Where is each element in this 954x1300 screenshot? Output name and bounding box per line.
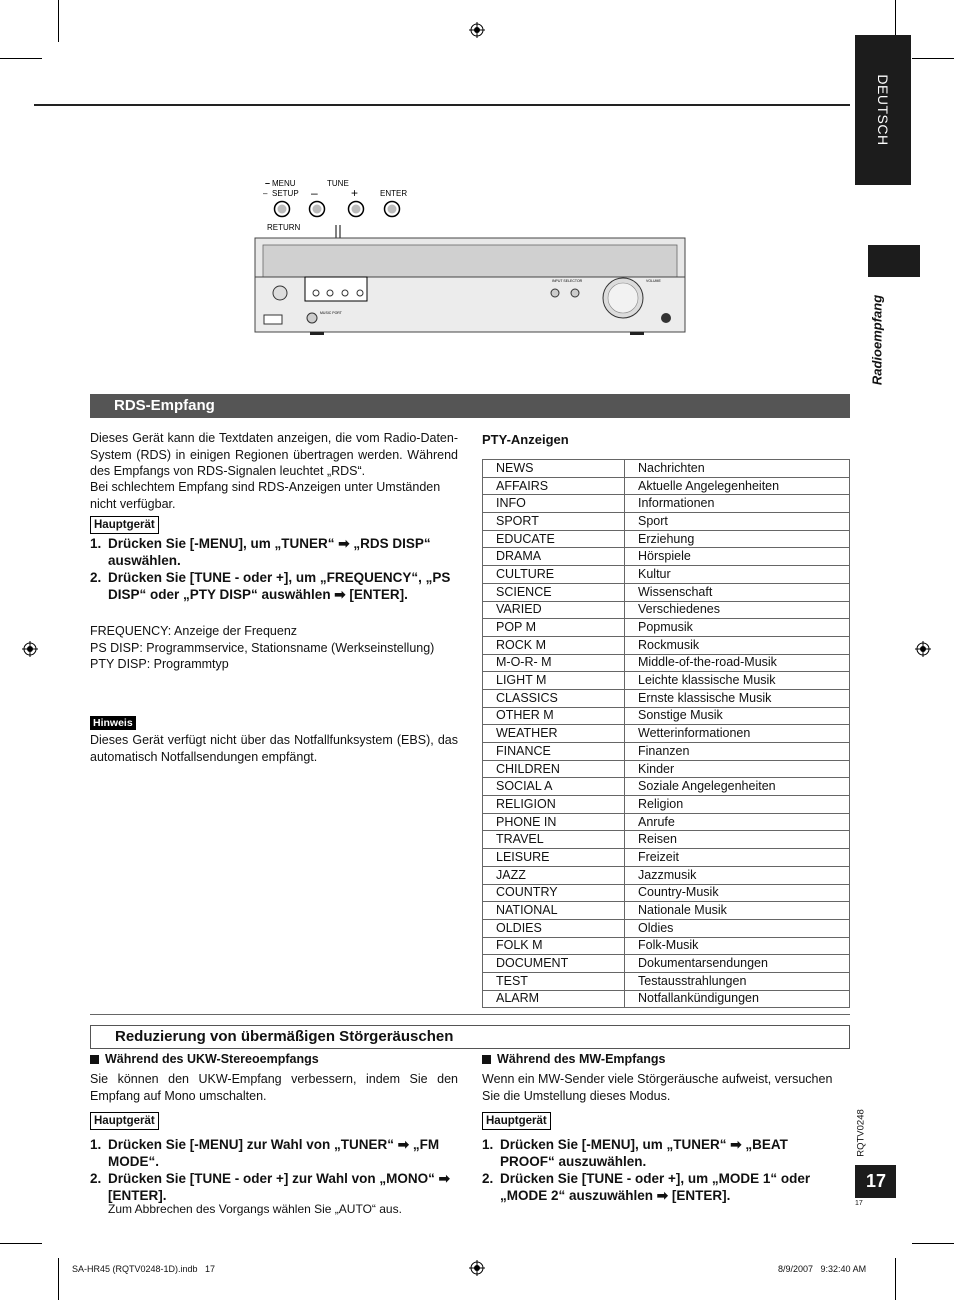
- pty-description: Wissenschaft: [625, 583, 850, 601]
- table-row: [483, 831, 850, 849]
- table-row: [483, 689, 850, 707]
- table-row: [483, 566, 850, 584]
- table-row: [483, 619, 850, 637]
- pty-description: Popmusik: [625, 619, 850, 637]
- pty-code: DRAMA: [483, 548, 625, 566]
- table-row: [483, 796, 850, 814]
- table-row: [483, 636, 850, 654]
- pty-code: TRAVEL: [483, 831, 625, 849]
- pty-description: Reisen: [625, 831, 850, 849]
- noise-section-heading: Reduzierung von übermäßigen Störgeräuschen: [90, 1025, 850, 1049]
- rds-steps: [90, 535, 465, 603]
- pty-code: LEISURE: [483, 849, 625, 867]
- table-row: [483, 955, 850, 973]
- pty-code: EDUCATE: [483, 530, 625, 548]
- section-label: Radioempfang: [869, 294, 885, 386]
- page-number-small: 17: [855, 1200, 863, 1207]
- fm-text: Sie können den UKW-Empfang verbessern, indem Sie den Empfang auf Mono umschalten.: [90, 1072, 458, 1103]
- crop-mark: [0, 1243, 42, 1244]
- pty-code: ROCK M: [483, 636, 625, 654]
- fm-step-1: 1. Drücken Sie [-MENU] zur Wahl von „TUNER“ ➡ „FM MODE“.: [90, 1137, 440, 1169]
- table-row: [483, 902, 850, 920]
- table-row: [483, 601, 850, 619]
- pty-code: CULTURE: [483, 566, 625, 584]
- pty-description: Kinder: [625, 760, 850, 778]
- note-text: Dieses Gerät verfügt nicht über das Notfallfunksystem (EBS), das automatisch Notfallsendungen empfängt.: [90, 733, 458, 764]
- pty-description: Aktuelle Angelegenheiten: [625, 477, 850, 495]
- pty-code: CLASSICS: [483, 689, 625, 707]
- language-tab-label: DEUTSCH: [875, 74, 891, 146]
- return-label: RETURN: [267, 223, 301, 232]
- crop-mark: [58, 1258, 59, 1300]
- tune-label: TUNE: [327, 179, 349, 188]
- table-row: [483, 972, 850, 990]
- pty-description: Anrufe: [625, 813, 850, 831]
- square-bullet-icon: [482, 1055, 491, 1064]
- fm-main-unit-label: Hauptgerät: [90, 1112, 159, 1130]
- pty-code: VARIED: [483, 601, 625, 619]
- pty-description: Religion: [625, 796, 850, 814]
- footer-date: 8/9/2007 9:32:40 AM: [778, 1264, 867, 1274]
- pty-description: Leichte klassische Musik: [625, 672, 850, 690]
- crop-mark: [912, 1243, 954, 1244]
- pty-code: SOCIAL A: [483, 778, 625, 796]
- pty-description: Oldies: [625, 919, 850, 937]
- table-row: [483, 477, 850, 495]
- pty-code: INFO: [483, 495, 625, 513]
- pty-description: Country-Musik: [625, 884, 850, 902]
- pty-code: SPORT: [483, 513, 625, 531]
- table-row: [483, 707, 850, 725]
- pty-description: Notfallankündigungen: [625, 990, 850, 1008]
- pty-description: Jazzmusik: [625, 866, 850, 884]
- table-row: [483, 513, 850, 531]
- language-tab: [855, 35, 911, 185]
- setup-label: SETUP: [272, 189, 299, 198]
- rds-step-2: 2. Drücken Sie [TUNE - oder +], um „FREQUENCY“, „PS DISP“ oder „PTY DISP“ auswählen ➡ [ENTER].: [90, 570, 451, 602]
- pty-description: Sonstige Musik: [625, 707, 850, 725]
- enter-label: ENTER: [380, 189, 408, 198]
- rds-step-1: 1. Drücken Sie [-MENU], um „TUNER“ ➡ „RDS DISP“ auswählen.: [90, 536, 431, 568]
- pty-code: FOLK M: [483, 937, 625, 955]
- rds-intro-1: Dieses Gerät kann die Textdaten anzeigen, die vom Radio-Daten-System (RDS) in einigen Regionen übertragen werden. Während des Empfangs von RDS-Signalen leuchtet „RDS“.: [90, 431, 458, 478]
- pty-description: Middle-of-the-road-Musik: [625, 654, 850, 672]
- table-row: [483, 849, 850, 867]
- receiver-front-panel-illustration: [250, 175, 690, 335]
- square-bullet-icon: [90, 1055, 99, 1064]
- table-row: [483, 654, 850, 672]
- def-pty-disp: PTY DISP: Programmtyp: [90, 657, 229, 671]
- pty-code: LIGHT M: [483, 672, 625, 690]
- table-row: [483, 583, 850, 601]
- pty-code: SCIENCE: [483, 583, 625, 601]
- crop-mark: [58, 0, 59, 42]
- pty-description: Nachrichten: [625, 460, 850, 478]
- mw-heading: Während des MW-Empfangs: [482, 1052, 666, 1066]
- top-rule: [34, 104, 850, 106]
- pty-code: NATIONAL: [483, 902, 625, 920]
- rds-definitions: [90, 623, 470, 673]
- pty-description: Kultur: [625, 566, 850, 584]
- pty-code: M-O-R- M: [483, 654, 625, 672]
- pty-code: NEWS: [483, 460, 625, 478]
- table-row: [483, 937, 850, 955]
- fm-step-2: 2. Drücken Sie [TUNE - oder +] zur Wahl von „MONO“ ➡ [ENTER].: [90, 1171, 450, 1203]
- fm-steps: [90, 1136, 468, 1204]
- pty-code: COUNTRY: [483, 884, 625, 902]
- pty-code: ALARM: [483, 990, 625, 1008]
- mw-steps: [482, 1136, 844, 1204]
- tune-minus-label: –: [311, 186, 318, 200]
- table-row: [483, 990, 850, 1008]
- fm-heading: Während des UKW-Stereoempfangs: [90, 1052, 319, 1066]
- footer-file: SA-HR45 (RQTV0248-1D).indb 17: [72, 1264, 216, 1274]
- def-ps-disp: PS DISP: Programmservice, Stationsname (Werkseinstellung): [90, 640, 435, 655]
- table-row: [483, 725, 850, 743]
- table-row: [483, 866, 850, 884]
- menu-minus-label: –: [265, 178, 271, 188]
- pty-description: Freizeit: [625, 849, 850, 867]
- volume-label: VOLUME: [646, 279, 661, 283]
- registration-mark-icon: [469, 22, 485, 38]
- pty-description: Verschiedenes: [625, 601, 850, 619]
- pty-description: Ernste klassische Musik: [625, 689, 850, 707]
- table-row: [483, 530, 850, 548]
- pty-description: Testausstrahlungen: [625, 972, 850, 990]
- pty-code: AFFAIRS: [483, 477, 625, 495]
- crop-mark: [912, 58, 954, 59]
- table-row: [483, 919, 850, 937]
- rds-intro-2: Bei schlechtem Empfang sind RDS-Anzeigen unter Umständen nicht verfügbar.: [90, 480, 441, 511]
- table-row: [483, 672, 850, 690]
- input-selector-label: INPUT SELECTOR: [552, 279, 583, 283]
- def-frequency: FREQUENCY: Anzeige der Frequenz: [90, 624, 298, 638]
- pty-code: PHONE IN: [483, 813, 625, 831]
- pty-code: OTHER M: [483, 707, 625, 725]
- pty-code: RELIGION: [483, 796, 625, 814]
- pty-code: FINANCE: [483, 743, 625, 761]
- tune-plus-label: +: [351, 186, 359, 200]
- pty-description: Erziehung: [625, 530, 850, 548]
- pty-code: JAZZ: [483, 866, 625, 884]
- pty-description: Wetterinformationen: [625, 725, 850, 743]
- mw-main-unit-label: Hauptgerät: [482, 1112, 551, 1130]
- pty-code: TEST: [483, 972, 625, 990]
- mw-text: Wenn ein MW-Sender viele Störgeräusche aufweist, versuchen Sie die Umstellung dieses Modus.: [482, 1072, 833, 1103]
- table-row: [483, 743, 850, 761]
- registration-mark-icon: [915, 641, 931, 657]
- pty-description: Informationen: [625, 495, 850, 513]
- crop-mark: [0, 58, 42, 59]
- pty-code: WEATHER: [483, 725, 625, 743]
- table-row: [483, 884, 850, 902]
- pty-code: CHILDREN: [483, 760, 625, 778]
- chapter-tab: [868, 245, 920, 277]
- pty-description: Finanzen: [625, 743, 850, 761]
- table-row: [483, 548, 850, 566]
- mw-step-1: 1. Drücken Sie [-MENU], um „TUNER“ ➡ „BEAT PROOF“ auszuwählen.: [482, 1137, 788, 1169]
- rds-section-heading: RDS-Empfang: [90, 394, 850, 418]
- pty-description: Dokumentarsendungen: [625, 955, 850, 973]
- registration-mark-icon: [22, 641, 38, 657]
- section-divider: [90, 1014, 850, 1015]
- main-unit-label: Hauptgerät: [90, 516, 159, 534]
- pty-heading: PTY-Anzeigen: [482, 432, 569, 447]
- pty-description: Nationale Musik: [625, 902, 850, 920]
- crop-mark: [895, 1258, 896, 1300]
- pty-table: [482, 459, 850, 1008]
- mw-step-2: 2. Drücken Sie [TUNE - oder +], um „MODE 1“ oder „MODE 2“ auszuwählen ➡ [ENTER].: [482, 1171, 811, 1203]
- menu-label: MENU: [272, 179, 296, 188]
- menu-minus-label-2: –: [263, 189, 268, 198]
- pty-code: OLDIES: [483, 919, 625, 937]
- pty-description: Hörspiele: [625, 548, 850, 566]
- page-number: 17: [855, 1165, 896, 1198]
- registration-mark-icon: [469, 1260, 485, 1276]
- doc-code: RQTV0248: [855, 1109, 867, 1157]
- note-label: Hinweis: [90, 716, 136, 730]
- pty-description: Soziale Angelegenheiten: [625, 778, 850, 796]
- table-row: [483, 760, 850, 778]
- pty-code: DOCUMENT: [483, 955, 625, 973]
- pty-code: POP M: [483, 619, 625, 637]
- pty-description: Folk-Musik: [625, 937, 850, 955]
- table-row: [483, 495, 850, 513]
- pty-description: Rockmusik: [625, 636, 850, 654]
- table-row: [483, 778, 850, 796]
- fm-cancel-note: Zum Abbrechen des Vorgangs wählen Sie „AUTO“ aus.: [108, 1202, 402, 1216]
- music-port-label: MUSIC PORT: [320, 311, 342, 315]
- table-row: [483, 460, 850, 478]
- table-row: [483, 813, 850, 831]
- pty-description: Sport: [625, 513, 850, 531]
